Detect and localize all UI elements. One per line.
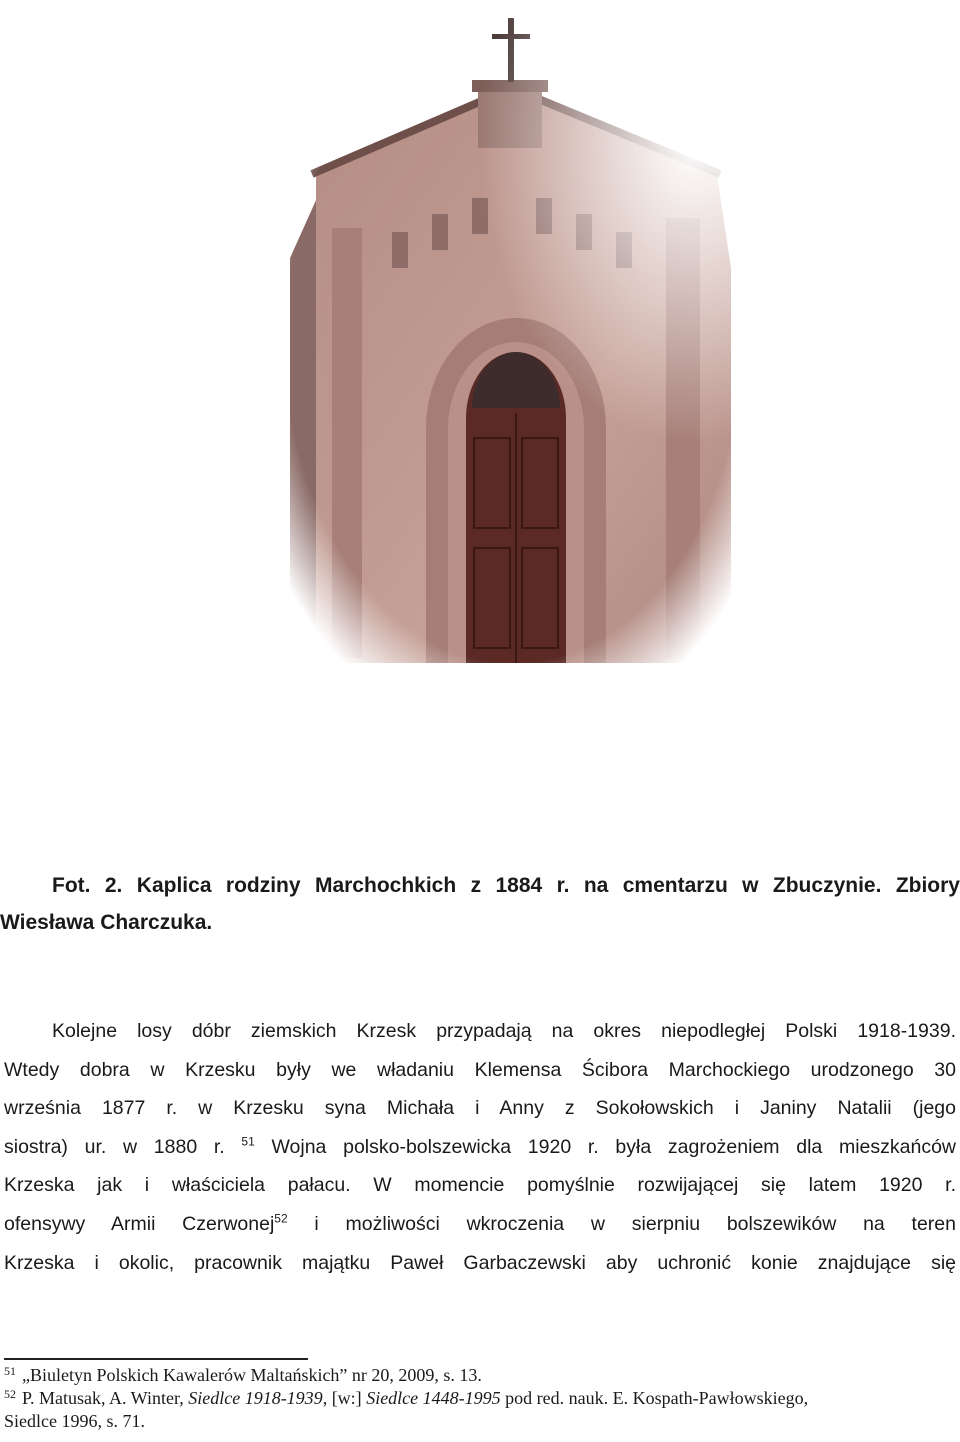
body-paragraph [4, 1012, 956, 1282]
footnote-editor: pod red. nauk. E. Kospath-Pawłowskiego, [500, 1388, 809, 1408]
caption-line-2: Wiesława Charczuka. [0, 910, 213, 934]
body-line-4a: siostra) ur. w 1880 r. [4, 1135, 225, 1158]
body-line-6 [4, 1205, 956, 1244]
figure-caption [0, 874, 960, 936]
body-line-6b: i możliwości wkroczenia w sierpniu bolszewików na teren [287, 1212, 956, 1235]
footnote-number: 51 [4, 1364, 16, 1378]
footnote-authors: P. Matusak, A. Winter, [22, 1388, 189, 1408]
footnote-ref-51[interactable]: 51 [241, 1134, 255, 1149]
footnote-title-2: Siedlce 1448-1995 [366, 1388, 501, 1408]
body-line-4b: Wojna polsko-bolszewicka 1920 r. była zagrożeniem dla mieszkańców [254, 1135, 956, 1158]
body-line-6a: ofensywy Armii Czerwonej [4, 1212, 275, 1235]
footnote-in: , [w:] [322, 1388, 367, 1408]
body-line-3: września 1877 r. w Krzesku syna Michała i Anny z Sokołowskich i Janiny Natalii (jego [4, 1097, 956, 1120]
footnote-separator [4, 1358, 308, 1360]
footnote-52 [4, 1387, 956, 1410]
body-line-5: Krzeska jak i właściciela pałacu. W momencie pomyślnie rozwijającej się latem 1920 r. [4, 1174, 956, 1197]
footnote-number: 52 [4, 1387, 16, 1401]
body-line-7: Krzeska i okolic, pracownik majątku Paweł Garbaczewski aby uchronić konie znajdujące się [4, 1251, 956, 1274]
footnote-title-1: Siedlce 1918-1939 [188, 1388, 323, 1408]
footnote-51 [4, 1364, 956, 1387]
footnote-ref-52[interactable]: 52 [274, 1211, 288, 1226]
footnotes [4, 1364, 956, 1433]
caption-line-1: Fot. 2. Kaplica rodziny Marchochkich z 1884 r. na cmentarzu w Zbuczynie. Zbiory [52, 874, 960, 897]
body-line-4 [4, 1128, 956, 1167]
chapel-photo [276, 8, 750, 676]
body-line-2: Wtedy dobra w Krzesku były we władaniu Klemensa Ścibora Marchockiego urodzonego 30 [4, 1058, 956, 1081]
footnote-52-line-2: Siedlce 1996, s. 71. [4, 1411, 145, 1431]
footnote-text: „Biuletyn Polskich Kawalerów Maltańskich” nr 20, 2009, s. 13. [22, 1365, 482, 1385]
body-line-1: Kolejne losy dóbr ziemskich Krzesk przypadają na okres niepodległej Polski 1918-1939. [52, 1020, 956, 1042]
